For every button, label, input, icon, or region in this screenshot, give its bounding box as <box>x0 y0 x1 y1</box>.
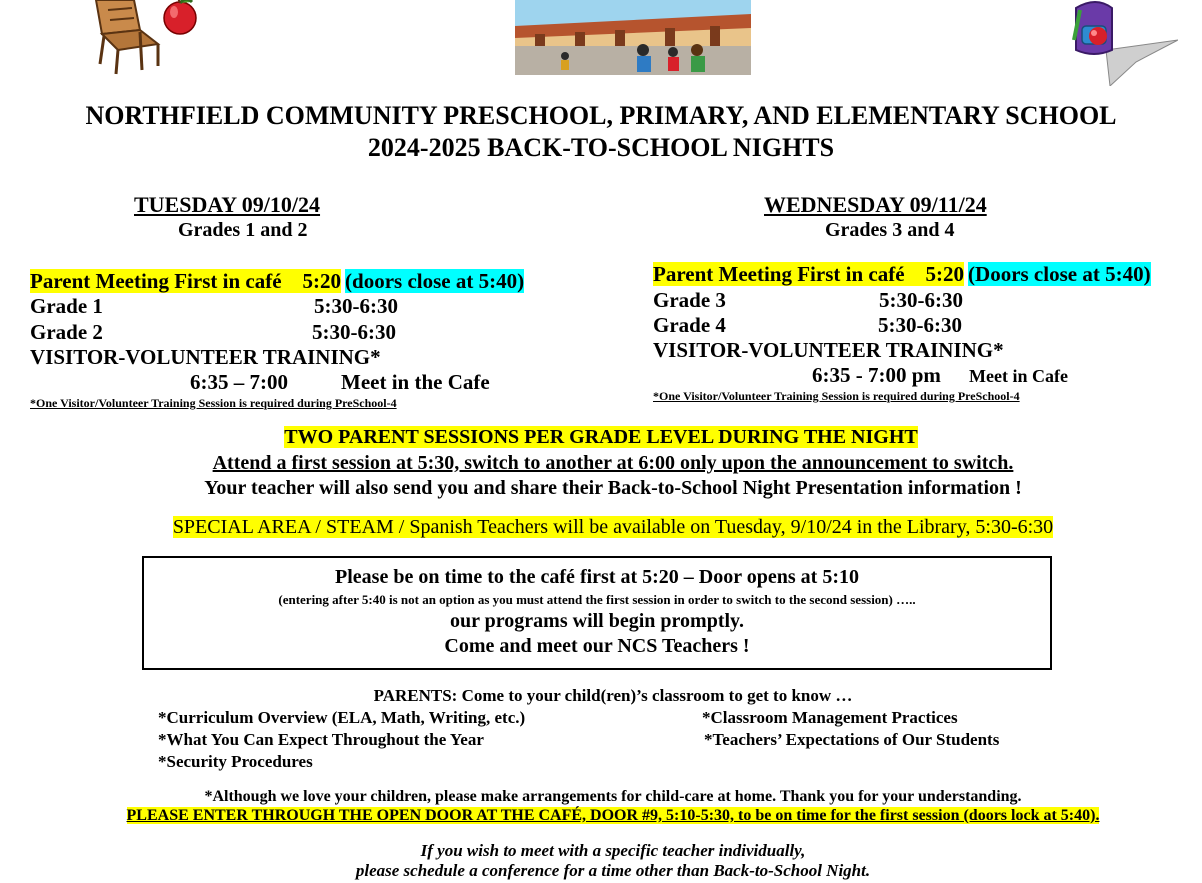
parents-item-curriculum: *Curriculum Overview (ELA, Math, Writing, etc.) <box>158 708 526 727</box>
wednesday-parent-meeting-time: 5:20 <box>925 262 965 286</box>
wednesday-grade-4-label: Grade 4 <box>653 313 726 337</box>
notice-line-3: our programs will begin promptly. <box>450 610 744 632</box>
tuesday-doors-note: (doors close at 5:40) <box>345 269 525 293</box>
tuesday-training-time: 6:35 – 7:00 <box>190 370 288 394</box>
tuesday-footnote: *One Visitor/Volunteer Training Session is required during PreSchool-4 <box>30 396 397 410</box>
tuesday-heading: TUESDAY 09/10/24 <box>134 192 321 217</box>
childcare-note: *Although we love your children, please make arrangements for child-care at home. Thank you for your understanding. <box>204 788 1022 805</box>
parents-item-classroom-management: *Classroom Management Practices <box>702 708 958 727</box>
tuesday-grade-2-label: Grade 2 <box>30 320 103 344</box>
backpack-icon <box>1066 0 1178 86</box>
desk-apple-icon <box>88 0 212 76</box>
wednesday-grade-3-time: 5:30-6:30 <box>879 288 963 312</box>
notice-box <box>142 556 1052 670</box>
tuesday-grades: Grades 1 and 2 <box>178 219 308 241</box>
wednesday-grade-4-time: 5:30-6:30 <box>878 313 962 337</box>
wednesday-footnote: *One Visitor/Volunteer Training Session is required during PreSchool-4 <box>653 389 1020 403</box>
wednesday-training-time: 6:35 - 7:00 pm <box>812 363 941 387</box>
wednesday-parent-meeting-label: Parent Meeting First in café 5:20 <box>653 262 965 286</box>
tuesday-training-place: Meet in the Cafe <box>341 370 490 394</box>
page-subtitle: 2024-2025 BACK-TO-SCHOOL NIGHTS <box>367 133 835 162</box>
wednesday-grades: Grades 3 and 4 <box>825 219 955 241</box>
tuesday-grade-1-time: 5:30-6:30 <box>314 294 398 318</box>
enter-door-note: PLEASE ENTER THROUGH THE OPEN DOOR AT THE CAFÉ, DOOR #9, 5:10-5:30, to be on time for the first session (doors lock at 5:40). <box>126 807 1100 824</box>
parents-item-expect: *What You Can Expect Throughout the Year <box>158 730 484 749</box>
special-area-wrap <box>0 516 1202 539</box>
page-title: NORTHFIELD COMMUNITY PRESCHOOL, PRIMARY, AND ELEMENTARY SCHOOL <box>85 101 1117 130</box>
meet-line-1: If you wish to meet with a specific teacher individually, <box>420 841 806 860</box>
sessions-headline: TWO PARENT SESSIONS PER GRADE LEVEL DURING THE NIGHT <box>284 426 918 448</box>
sessions-headline-wrap <box>0 426 1202 449</box>
wednesday-training-place: Meet in Cafe <box>969 366 1068 386</box>
tuesday-training-label: VISITOR-VOLUNTEER TRAINING* <box>30 345 381 369</box>
special-area-note: SPECIAL AREA / STEAM / Spanish Teachers will be available on Tuesday, 9/10/24 in the Library, 5:30-6:30 <box>172 516 1054 538</box>
parents-item-teacher-expectations: *Teachers’ Expectations of Our Students <box>704 730 1000 749</box>
tuesday-grade-1-label: Grade 1 <box>30 294 103 318</box>
tuesday-parent-meeting-time: 5:20 <box>302 269 342 293</box>
wednesday-doors-note: (Doors close at 5:40) <box>968 262 1151 286</box>
tuesday-parent-meeting <box>30 269 524 294</box>
parents-intro: PARENTS: Come to your child(ren)’s classroom to get to know … <box>373 686 853 705</box>
wednesday-grade-3-label: Grade 3 <box>653 288 726 312</box>
parents-item-security: *Security Procedures <box>158 752 313 771</box>
notice-line-2: (entering after 5:40 is not an option as you must attend the first session in order to switch to the second session) ….. <box>278 592 916 607</box>
tuesday-grade-2-time: 5:30-6:30 <box>312 320 396 344</box>
tuesday-parent-meeting-label: Parent Meeting First in café 5:20 <box>30 269 342 293</box>
wednesday-parent-meeting <box>653 262 1151 287</box>
school-building-illustration <box>515 0 751 75</box>
notice-line-1: Please be on time to the café first at 5:20 – Door opens at 5:10 <box>335 566 859 588</box>
notice-line-4: Come and meet our NCS Teachers ! <box>444 635 750 657</box>
enter-door-wrap <box>0 807 1202 825</box>
switch-note: Attend a first session at 5:30, switch to another at 6:00 only upon the announcement to switch. <box>212 452 1014 474</box>
wednesday-heading: WEDNESDAY 09/11/24 <box>764 192 987 217</box>
meet-line-2: please schedule a conference for a time other than Back-to-School Night. <box>355 861 871 880</box>
presentation-note: Your teacher will also send you and share their Back-to-School Night Presentation information ! <box>204 477 1022 499</box>
wednesday-training-label: VISITOR-VOLUNTEER TRAINING* <box>653 338 1004 362</box>
